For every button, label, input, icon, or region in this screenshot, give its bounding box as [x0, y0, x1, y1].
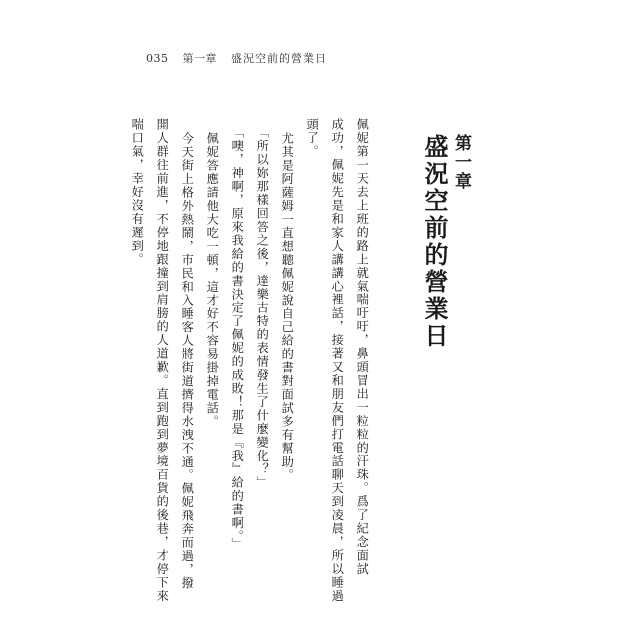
body-line-8: 今天街上格外熱鬧，市民和入睡客人將街道擠得水洩不通。佩妮飛奔而過，撥	[180, 132, 195, 590]
body-line-4: 尤其是阿薩姆一直想聽佩妮說自己給的書對面試多有幫助。	[280, 132, 295, 482]
body-line-9: 開人群往前進，不停地跟撞到肩膀的人道歉。直到跑到夢境百貨的後巷，才停下來	[155, 118, 170, 603]
body-line-10: 喘口氣，幸好沒有遲到。	[130, 118, 145, 267]
body-line-2: 成功，佩妮先是和家人講講心裡話，接著又和朋友們打電話聊天到凌晨，所以睡過	[330, 118, 345, 603]
running-header	[146, 50, 327, 66]
header-title: 盛況空前的營業日	[231, 52, 327, 65]
page-number: 035	[146, 52, 169, 65]
chapter-label: 第一章	[451, 134, 471, 191]
body-line-5: 「所以妳那樣回答之後，達樂古特的表情發生了什麼變化？」	[255, 126, 270, 490]
body-line-6: 「噢，神啊，原來我給的書決定了佩妮的成敗！那是『我』給的書啊。」	[230, 126, 245, 551]
body-line-7: 佩妮答應請他大吃一頓，這才好不容易掛掉電話。	[205, 132, 220, 429]
header-chapter: 第一章	[182, 52, 217, 65]
body-line-1: 佩妮第一天去上班的路上就氣喘吁吁，鼻頭冒出一粒粒的汗珠。爲了紀念面試	[355, 118, 370, 576]
body-line-3: 頭了。	[305, 118, 320, 159]
chapter-title: 盛況空前的營業日	[420, 134, 449, 350]
